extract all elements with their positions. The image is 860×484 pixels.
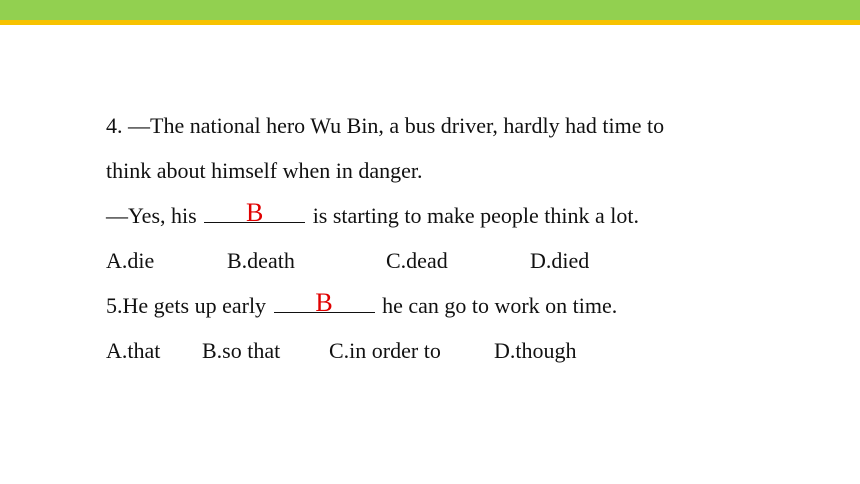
question-5-option-d: D.though [494, 338, 577, 363]
header-band-yellow [0, 20, 860, 25]
question-4-option-c: C.dead [386, 248, 448, 273]
question-5-option-a: A.that [106, 338, 161, 363]
question-4-response-after: is starting to make people think a lot. [312, 203, 639, 228]
question-4-option-d: D.died [530, 248, 590, 273]
question-content [106, 108, 826, 378]
question-4-options [106, 243, 826, 288]
question-4-option-a: A.die [106, 248, 155, 273]
question-5-options [106, 333, 826, 378]
question-4-line-1: 4. —The national hero Wu Bin, a bus driver, hardly had time to [106, 113, 665, 138]
question-4-blank [204, 198, 305, 227]
question-4-response-before: —Yes, his [106, 203, 197, 228]
question-5-option-b: B.so that [202, 338, 281, 363]
question-5-option-c: C.in order to [329, 338, 441, 363]
question-4-response [106, 198, 826, 243]
question-4-line-2: think about himself when in danger. [106, 158, 423, 183]
question-5-stem-before: 5.He gets up early [106, 293, 267, 318]
question-5-blank [274, 288, 375, 317]
question-5-stem [106, 288, 826, 333]
question-4-option-b: B.death [227, 248, 295, 273]
question-5-stem-after: he can go to work on time. [382, 293, 618, 318]
question-5-answer: B [315, 288, 333, 317]
header-band-green [0, 0, 860, 20]
question-4-answer: B [246, 198, 264, 227]
